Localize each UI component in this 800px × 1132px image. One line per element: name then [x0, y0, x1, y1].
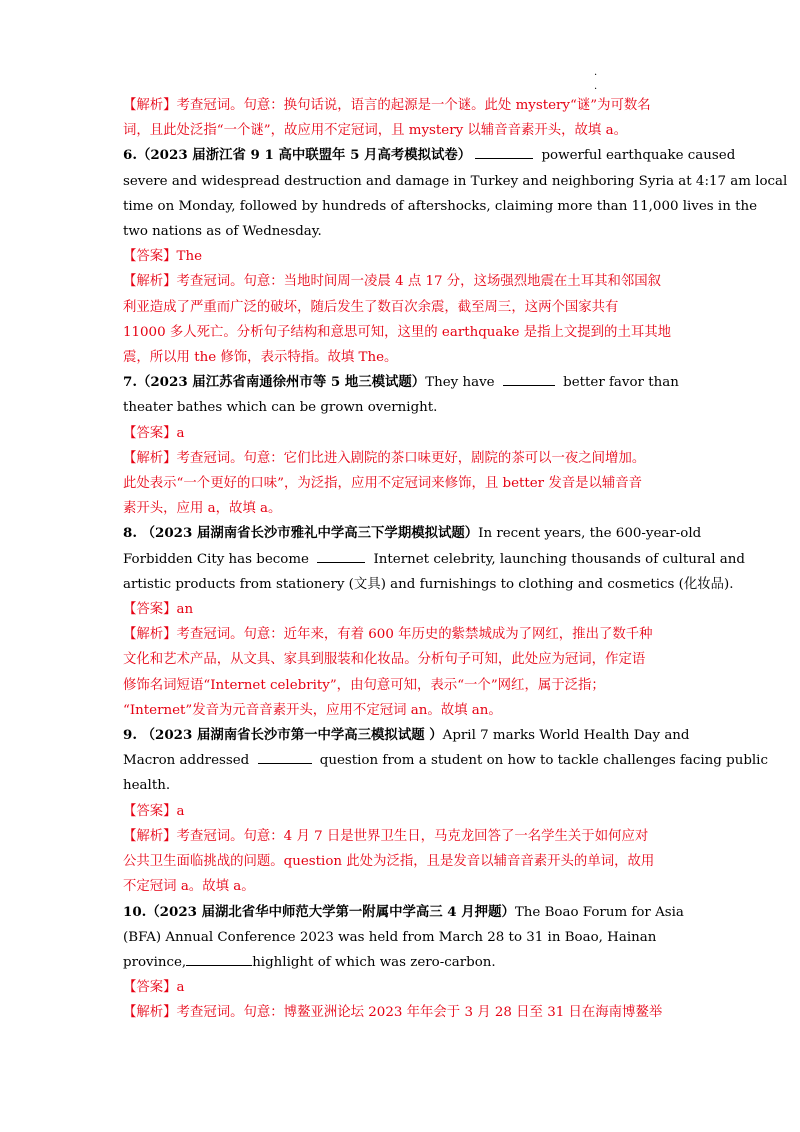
q10-question-line-3 — [123, 950, 683, 975]
q7-blank — [503, 371, 555, 386]
q9-blank — [258, 749, 312, 764]
q8-source: 8. （2023 届湖南省长沙市雅礼中学高三下学期模拟试题） — [123, 525, 479, 542]
q8-answer: 【答案】an — [123, 602, 194, 618]
q10-source: 10.（2023 届湖北省华中师范大学第一附属中学高三 4 月押题） — [123, 903, 515, 920]
q8-analysis-line-2: 文化和艺术产品，从文具、家具到服装和化妆品。分析句子可知，此处应为冠词，作定语 — [123, 652, 646, 668]
q6-analysis-line-3: 11000 多人死亡。分析句子结构和意思可知，这里的 earthquake 是指上文提到的土耳其地 — [123, 324, 672, 340]
q8-question-line-2 — [123, 547, 745, 572]
q9-analysis-line-3: 不定冠词 a。故填 a。 — [123, 879, 255, 895]
q5-analysis-line-1: 【解析】考查冠词。句意：换句话说，语言的起源是一个谜。此处 mystery“谜”为可数名 — [123, 98, 651, 113]
q8-question-line-1 — [123, 521, 702, 546]
q8-analysis-line-3: 修饰名词短语“Internet celebrity”，由句意可知，表示“一个”网红，属于泛指； — [123, 677, 605, 693]
q8-analysis-line-1: 【解析】考查冠词。句意：近年来，有着 600 年历史的紫禁城成为了网红，推出了数千种 — [123, 627, 653, 643]
corner-dots: . . — [594, 67, 598, 92]
q9-text-1: April 7 marks World Health Day and — [442, 728, 690, 744]
q10-question-line-2: (BFA) Annual Conference 2023 was held from March 28 to 31 in Boao, Hainan — [123, 929, 657, 945]
q5-analysis-line-2: 词，且此处泛指“一个谜”，故应用不定冠词，且 mystery 以辅音音素开头，故填 a。 — [123, 123, 627, 139]
q10-text-2: province, — [123, 954, 187, 970]
q6-analysis-line-4: 震，所以用 the 修饰，表示特指。故填 The。 — [123, 350, 398, 366]
q10-question-line-1 — [123, 900, 683, 925]
q9-text-2: Macron addressed — [123, 753, 250, 769]
q6-question-line-4: two nations as of Wednesday. — [123, 224, 322, 240]
q6-question-line-1 — [123, 143, 736, 168]
page-content — [123, 93, 788, 1026]
q7-source: 7.（2023 届江苏省南通徐州市等 5 地三模试题） — [123, 374, 426, 391]
q6-source: 6.（2023 届浙江省 9 1 高中联盟年 5 月高考模拟试卷） — [123, 147, 472, 164]
q6-answer: 【答案】The — [123, 249, 203, 265]
q10-text-3: highlight of which was zero-carbon. — [252, 954, 496, 970]
q7-text-1: They have — [425, 375, 495, 391]
q8-text-3: Internet celebrity, launching thousands of cultural and — [373, 551, 745, 567]
q9-question-line-2 — [123, 748, 768, 773]
q8-analysis-line-4: “Internet”发音为元音音素开头，应用不定冠词 an。故填 an。 — [123, 702, 502, 718]
q6-analysis-line-2: 利亚造成了严重而广泛的破坏，随后发生了数百次余震，截至周三，这两个国家共有 — [123, 299, 619, 315]
q7-answer: 【答案】a — [123, 425, 185, 441]
q9-question-line-1 — [123, 723, 690, 748]
q9-question-line-3: health. — [123, 778, 171, 794]
q10-blank — [186, 951, 252, 966]
q9-answer: 【答案】a — [123, 803, 185, 819]
q10-analysis-line-1: 【解析】考查冠词。句意：博鳌亚洲论坛 2023 年年会于 3 月 28 日至 31 日在海南博鳌举 — [123, 1005, 663, 1021]
q9-text-3: question from a student on how to tackle challenges facing public — [319, 753, 768, 769]
q7-analysis-line-2: 此处表示“一个更好的口味”，为泛指，应用不定冠词来修饰，且 better 发音是以辅音音 — [123, 476, 643, 492]
q6-text-1: powerful earthquake caused — [541, 148, 736, 164]
q9-source: 9. （2023 届湖南省长沙市第一中学高三模拟试题 ） — [123, 727, 443, 744]
q10-text-1: The Boao Forum for Asia — [514, 904, 684, 920]
q7-analysis-line-3: 素开头，应用 a，故填 a。 — [123, 501, 282, 517]
q6-question-line-2: severe and widespread destruction and damage in Turkey and neighboring Syria at 4:17 am local — [123, 173, 788, 189]
q7-question-line-2: theater bathes which can be grown overnight. — [123, 400, 438, 416]
q8-text-2: Forbidden City has become — [123, 551, 309, 567]
q10-answer: 【答案】a — [123, 980, 185, 996]
q6-question-line-3: time on Monday, followed by hundreds of aftershocks, claiming more than 11,000 lives in the — [123, 198, 758, 214]
q6-blank — [475, 144, 533, 159]
q7-question-line-1 — [123, 370, 683, 395]
q7-analysis-line-1: 【解析】考查冠词。句意：它们比进入剧院的茶口味更好，剧院的茶可以一夜之间增加。 — [123, 450, 646, 466]
q8-blank — [317, 548, 365, 563]
q6-analysis-line-1: 【解析】考查冠词。句意：当地时间周一凌晨 4 点 17 分，这场强烈地震在土耳其和邻国叙 — [123, 274, 662, 290]
q7-text-2: better favor than — [563, 375, 679, 391]
q9-analysis-line-1: 【解析】考查冠词。句意：4 月 7 日是世界卫生日，马克龙回答了一名学生关于如何应对 — [123, 828, 649, 844]
q8-text-1: In recent years, the 600-year-old — [478, 526, 702, 542]
q8-question-line-3: artistic products from stationery (文具) and furnishings to clothing and cosmetics (化妆品). — [123, 576, 734, 592]
q9-analysis-line-2: 公共卫生面临挑战的问题。question 此处为泛指，且是发音以辅音音素开头的单词，故用 — [123, 854, 655, 870]
